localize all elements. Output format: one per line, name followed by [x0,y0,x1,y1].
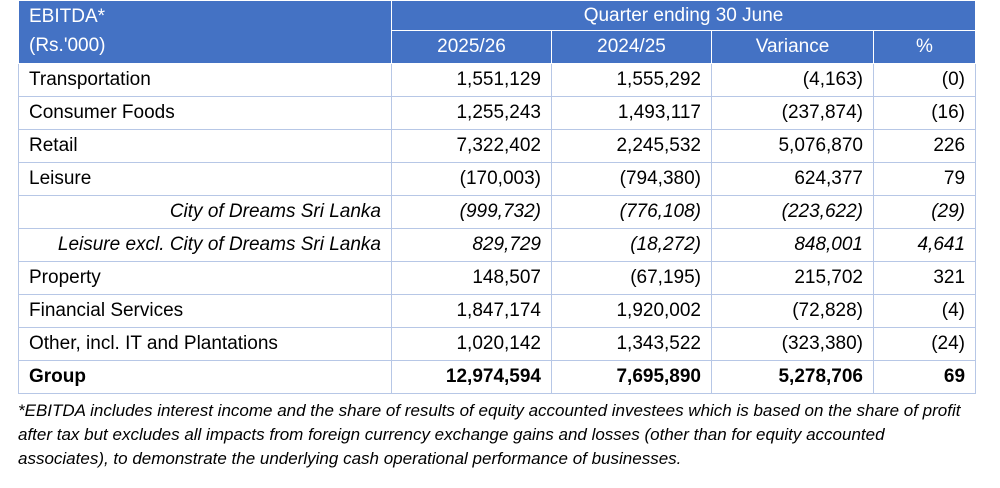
table-row [19,97,976,130]
table-row [19,163,976,196]
table-row [19,262,976,295]
ebitda-table [18,0,976,394]
ebitda-table-container [18,0,975,488]
row-label: Leisure excl. City of Dreams Sri Lanka [19,229,392,262]
cell-variance: (72,828) [712,295,874,328]
row-label: Leisure [19,163,392,196]
column-header-percent: % [874,31,976,64]
column-header-variance: Variance [712,31,874,64]
cell-percent: 79 [874,163,976,196]
cell-current-year: (170,003) [392,163,552,196]
cell-prior-year: 2,245,532 [552,130,712,163]
cell-percent: 69 [874,361,976,394]
table-row [19,64,976,97]
cell-current-year: 148,507 [392,262,552,295]
row-label: Group [19,361,392,394]
row-label: Retail [19,130,392,163]
row-label: Other, incl. IT and Plantations [19,328,392,361]
cell-prior-year: (794,380) [552,163,712,196]
cell-variance: 5,076,870 [712,130,874,163]
corner-unit: (Rs.'000) [29,35,106,56]
cell-current-year: (999,732) [392,196,552,229]
table-row [19,328,976,361]
cell-variance: 848,001 [712,229,874,262]
cell-variance: (223,622) [712,196,874,229]
cell-variance: 624,377 [712,163,874,196]
row-label: Consumer Foods [19,97,392,130]
period-header: Quarter ending 30 June [392,1,976,31]
cell-variance: (4,163) [712,64,874,97]
column-header-current-year: 2025/26 [392,31,552,64]
cell-percent: (0) [874,64,976,97]
cell-prior-year: 7,695,890 [552,361,712,394]
cell-current-year: 7,322,402 [392,130,552,163]
cell-current-year: 829,729 [392,229,552,262]
cell-current-year: 1,020,142 [392,328,552,361]
cell-prior-year: 1,493,117 [552,97,712,130]
row-label: Financial Services [19,295,392,328]
footnote: *EBITDA includes interest income and the share of results of equity accounted investees which is based on the share of profit after tax but excludes all impacts from foreign currency exchange gains and losses (other than for equity accounted associates), to demonstrate the underlying cash operational performance of businesses. [18,401,961,468]
row-label: Property [19,262,392,295]
cell-percent: (24) [874,328,976,361]
cell-percent: (16) [874,97,976,130]
cell-current-year: 1,255,243 [392,97,552,130]
cell-prior-year: (67,195) [552,262,712,295]
cell-current-year: 12,974,594 [392,361,552,394]
row-label: Transportation [19,64,392,97]
cell-prior-year: (18,272) [552,229,712,262]
row-label: City of Dreams Sri Lanka [19,196,392,229]
cell-percent: (29) [874,196,976,229]
cell-current-year: 1,551,129 [392,64,552,97]
cell-variance: (237,874) [712,97,874,130]
table-row-subitem [19,196,976,229]
cell-prior-year: 1,555,292 [552,64,712,97]
corner-header [19,1,392,64]
cell-prior-year: 1,343,522 [552,328,712,361]
cell-variance: 215,702 [712,262,874,295]
cell-percent: 4,641 [874,229,976,262]
corner-title: EBITDA* [29,6,106,27]
cell-percent: 226 [874,130,976,163]
cell-variance: (323,380) [712,328,874,361]
cell-percent: 321 [874,262,976,295]
table-row [19,295,976,328]
table-row-total [19,361,976,394]
cell-variance: 5,278,706 [712,361,874,394]
table-row-subitem [19,229,976,262]
cell-prior-year: (776,108) [552,196,712,229]
column-header-prior-year: 2024/25 [552,31,712,64]
cell-current-year: 1,847,174 [392,295,552,328]
table-row [19,130,976,163]
cell-percent: (4) [874,295,976,328]
cell-prior-year: 1,920,002 [552,295,712,328]
